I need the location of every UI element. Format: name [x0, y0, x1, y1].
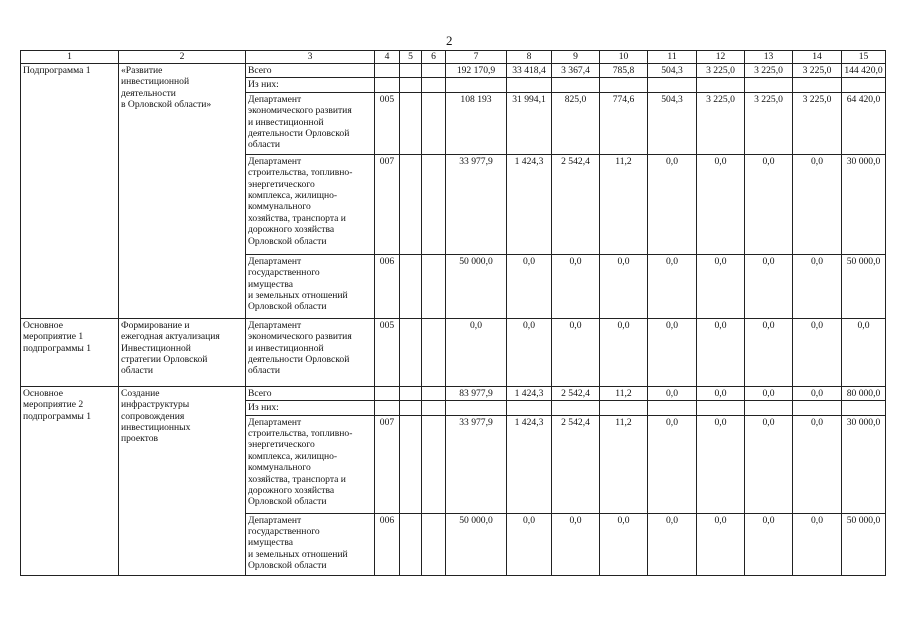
value-cell: 33 418,4: [507, 64, 552, 78]
value-cell: 50 000,0: [446, 513, 507, 575]
empty-cell: [422, 92, 446, 154]
header-cell: 9: [552, 51, 600, 64]
value-cell: 0,0: [745, 513, 793, 575]
value-cell: 50 000,0: [842, 254, 886, 318]
measure-name-cell: Формирование и ежегодная актуализация Инвестиционной стратегии Орловской области: [119, 318, 246, 386]
value-cell: 0,0: [648, 254, 697, 318]
value-cell: 11,2: [600, 154, 648, 254]
table-row: [21, 64, 886, 78]
code-cell: 007: [375, 415, 400, 513]
value-cell: 0,0: [842, 318, 886, 386]
empty-cell: [422, 154, 446, 254]
empty-cell: [422, 64, 446, 78]
value-cell: 0,0: [507, 513, 552, 575]
code-cell: 005: [375, 92, 400, 154]
value-cell: 11,2: [600, 415, 648, 513]
budget-table: [20, 50, 886, 576]
empty-cell: [400, 92, 422, 154]
empty-cell: [400, 318, 422, 386]
value-cell: 3 225,0: [745, 64, 793, 78]
value-cell: 3 367,4: [552, 64, 600, 78]
header-row: [21, 51, 886, 64]
value-cell: 64 420,0: [842, 92, 886, 154]
value-cell: 0,0: [697, 415, 745, 513]
value-cell: 3 225,0: [697, 64, 745, 78]
value-cell: 33 977,9: [446, 415, 507, 513]
code-cell: [375, 64, 400, 78]
value-cell: 785,8: [600, 64, 648, 78]
page-number: 2: [446, 33, 453, 48]
value-cell: 30 000,0: [842, 154, 886, 254]
empty-cell: [422, 386, 446, 400]
value-cell: 774,6: [600, 92, 648, 154]
value-cell: 825,0: [552, 92, 600, 154]
value-cell: 11,2: [600, 386, 648, 400]
value-cell: 0,0: [507, 254, 552, 318]
empty-cell: [400, 64, 422, 78]
header-cell: 1: [21, 51, 119, 64]
empty-cell: [400, 386, 422, 400]
value-cell: 80 000,0: [842, 386, 886, 400]
value-cell: 0,0: [697, 318, 745, 386]
value-cell: 0,0: [745, 154, 793, 254]
table-row: [21, 318, 886, 386]
value-cell: 108 193: [446, 92, 507, 154]
executor-cell: Из них:: [246, 78, 375, 92]
value-cell: 0,0: [600, 513, 648, 575]
value-cell: 3 225,0: [793, 64, 842, 78]
value-cell: 0,0: [745, 386, 793, 400]
value-cell: 0,0: [697, 154, 745, 254]
executor-cell: Из них:: [246, 401, 375, 415]
value-cell: 0,0: [552, 513, 600, 575]
value-cell: 0,0: [648, 386, 697, 400]
empty-cell: [400, 254, 422, 318]
code-cell: 006: [375, 513, 400, 575]
executor-cell: Департамент государственного имущества и земельных отношений Орловской области: [246, 254, 375, 318]
value-cell: 0,0: [793, 386, 842, 400]
value-cell: 50 000,0: [842, 513, 886, 575]
code-cell: 006: [375, 254, 400, 318]
measure-name-cell: Создание инфраструктуры сопровождения инвестиционных проектов: [119, 386, 246, 575]
value-cell: 30 000,0: [842, 415, 886, 513]
value-cell: 0,0: [648, 513, 697, 575]
value-cell: 0,0: [745, 318, 793, 386]
header-cell: 4: [375, 51, 400, 64]
value-cell: 1 424,3: [507, 415, 552, 513]
program-cell: Подпрограмма 1: [21, 64, 119, 319]
empty-cell: [422, 254, 446, 318]
value-cell: 0,0: [745, 415, 793, 513]
value-cell: 1 424,3: [507, 154, 552, 254]
executor-cell: Департамент строительства, топливно- энергетического комплекса, жилищно- коммунального хозяйства, транспорта и дорожного хозяйства Орловской области: [246, 415, 375, 513]
code-cell: [375, 386, 400, 400]
value-cell: 0,0: [552, 254, 600, 318]
value-cell: 0,0: [600, 254, 648, 318]
header-cell: 6: [422, 51, 446, 64]
executor-cell: Департамент государственного имущества и земельных отношений Орловской области: [246, 513, 375, 575]
empty-cell: [422, 415, 446, 513]
table-row: [21, 386, 886, 400]
header-cell: 3: [246, 51, 375, 64]
value-cell: 0,0: [648, 415, 697, 513]
code-cell: 005: [375, 318, 400, 386]
program-name-cell: «Развитие инвестиционной деятельности в Орловской области»: [119, 64, 246, 319]
value-cell: 2 542,4: [552, 415, 600, 513]
header-cell: 12: [697, 51, 745, 64]
value-cell: 0,0: [507, 318, 552, 386]
executor-cell: Департамент экономического развития и инвестиционной деятельности Орловской области: [246, 92, 375, 154]
value-cell: 0,0: [793, 318, 842, 386]
header-cell: 15: [842, 51, 886, 64]
value-cell: 0,0: [697, 254, 745, 318]
value-cell: 31 994,1: [507, 92, 552, 154]
empty-cell: [400, 415, 422, 513]
value-cell: 0,0: [600, 318, 648, 386]
empty-cell: [400, 513, 422, 575]
value-cell: 0,0: [745, 254, 793, 318]
executor-cell: Департамент экономического развития и инвестиционной деятельности Орловской области: [246, 318, 375, 386]
header-cell: 5: [400, 51, 422, 64]
value-cell: 0,0: [552, 318, 600, 386]
value-cell: 0,0: [697, 513, 745, 575]
value-cell: 3 225,0: [697, 92, 745, 154]
value-cell: 0,0: [793, 154, 842, 254]
empty-cell: [422, 318, 446, 386]
value-cell: 0,0: [446, 318, 507, 386]
value-cell: 0,0: [648, 154, 697, 254]
header-cell: 2: [119, 51, 246, 64]
header-cell: 8: [507, 51, 552, 64]
header-cell: 11: [648, 51, 697, 64]
value-cell: 0,0: [793, 513, 842, 575]
header-cell: 13: [745, 51, 793, 64]
executor-cell: Департамент строительства, топливно- энергетического комплекса, жилищно- коммунального хозяйства, транспорта и дорожного хозяйства Орловской области: [246, 154, 375, 254]
measure-cell: Основное мероприятие 1 подпрограммы 1: [21, 318, 119, 386]
value-cell: 504,3: [648, 92, 697, 154]
value-cell: 3 225,0: [745, 92, 793, 154]
value-cell: 2 542,4: [552, 386, 600, 400]
empty-cell: [422, 513, 446, 575]
value-cell: 33 977,9: [446, 154, 507, 254]
empty-cell: [400, 154, 422, 254]
header-cell: 14: [793, 51, 842, 64]
value-cell: 0,0: [648, 318, 697, 386]
value-cell: 3 225,0: [793, 92, 842, 154]
value-cell: 144 420,0: [842, 64, 886, 78]
value-cell: 0,0: [793, 415, 842, 513]
value-cell: 0,0: [793, 254, 842, 318]
header-cell: 7: [446, 51, 507, 64]
value-cell: 2 542,4: [552, 154, 600, 254]
value-cell: 83 977,9: [446, 386, 507, 400]
value-cell: 504,3: [648, 64, 697, 78]
value-cell: 192 170,9: [446, 64, 507, 78]
executor-cell: Всего: [246, 386, 375, 400]
header-cell: 10: [600, 51, 648, 64]
value-cell: 0,0: [697, 386, 745, 400]
value-cell: 1 424,3: [507, 386, 552, 400]
code-cell: 007: [375, 154, 400, 254]
value-cell: 50 000,0: [446, 254, 507, 318]
executor-cell: Всего: [246, 64, 375, 78]
measure-cell: Основное мероприятие 2 подпрограммы 1: [21, 386, 119, 575]
